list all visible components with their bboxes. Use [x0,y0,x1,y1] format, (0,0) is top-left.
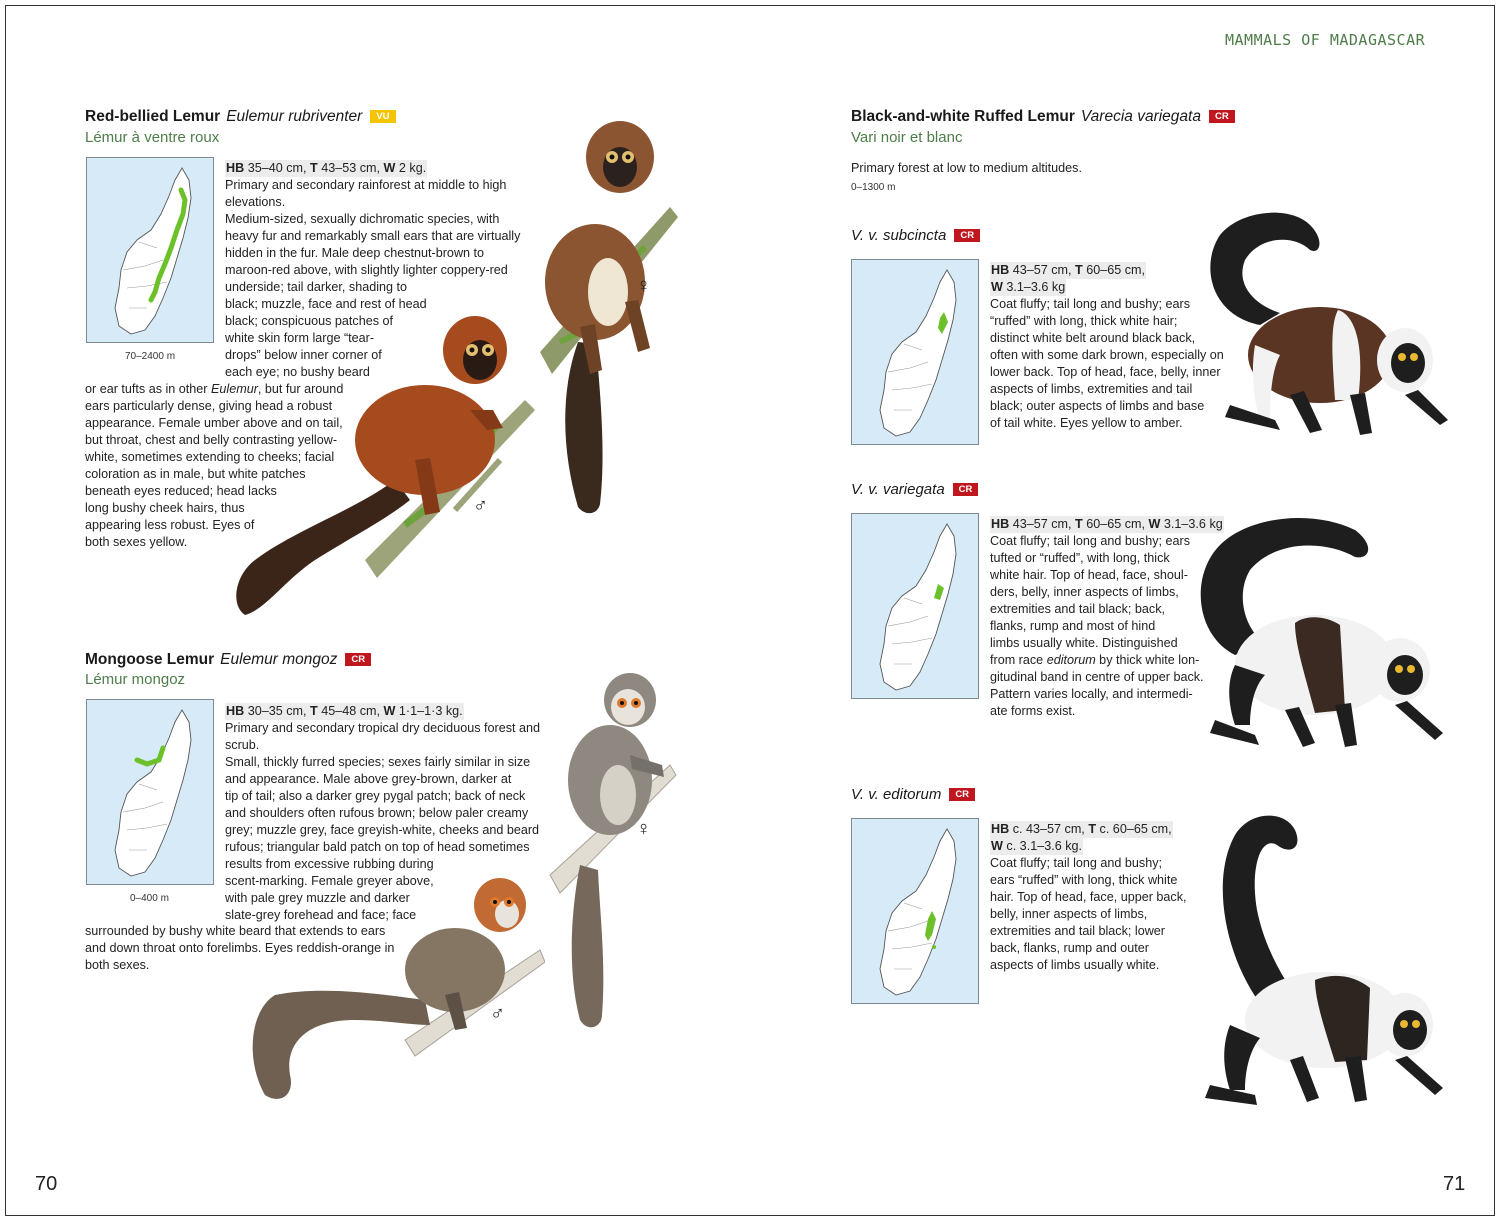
range-map-variegata [851,513,979,699]
french-name: Lémur mongoz [85,671,186,688]
subspecies-title-variegata: V. v. variegata CR [851,481,978,498]
latin-name: Varecia variegata [1080,108,1201,125]
subspecies-text-variegata: HB 43–57 cm, T 60–65 cm, W 3.1–3.6 kg Coat fluffy; tail long and bushy; ears tufted or “ruffed”, with long, thick white hair. Top of head, face, shoul- ders, belly, inner aspects of limbs, extremities and tail black; back, flanks, rump and most of hind limbs usually white. Distinguished from race editorum by thick white lon- gitudinal band in centre of upper back. Pattern varies locally, and intermedi- ate forms exist. [990,517,1223,718]
measurements: HB 35–40 cm, T 43–53 cm, W 2 kg. [226,161,427,175]
altitude-range: 0–400 m [130,893,169,904]
status-badge: CR [954,229,980,242]
measurements: HB 30–35 cm, T 45–48 cm, W 1·1–1·3 kg. [226,704,463,718]
french-name: Vari noir et blanc [851,129,963,146]
subspecies-title-editorum: V. v. editorum CR [851,786,975,803]
species-text-red-bellied: HB 35–40 cm, T 43–53 cm, W 2 kg. Primary and secondary rainforest at middle to high elevations. Medium-sized, sexually dichromatic species, with heavy fur and remarkably small ears that are virtually hidden in the fur. Male deep chestnut-brown to maroon-red above, with slightly lighter coppery-red underside; tail darker, shading to black; muzzle, face and rest of head black; conspicuous patches of white skin form large “tear- drops” below inner corner of each eye; no bushy beard [225,160,545,381]
ruffed-variegata-illustration [1195,515,1455,755]
species-text-red-bellied-lower: or ear tufts as in other Eulemur, but fur around ears particularly dense, giving head a robust appearance. Female umber above and on tail, but throat, chest and belly contrasting yellow- white, sometimes extending to cheeks; facial coloration as in male, but white patches beneath eyes reduced; head lacks long bushy cheek hairs, thus appearing less robust. Eyes of both sexes yellow. [85,382,344,549]
species-title-ruffed [851,108,1235,126]
range-map-mongoose [86,699,214,885]
french-name: Lémur à ventre roux [85,129,220,146]
page-number-left: 70 [35,1173,58,1195]
female-symbol: ♀ [636,818,651,840]
female-symbol: ♀ [636,275,651,297]
common-name: Black-and-white Ruffed Lemur [851,108,1075,125]
altitude-range: 70–2400 m [125,351,176,362]
species-text-mongoose-lower: surrounded by bushy white beard that extends to ears and down throat onto forelimbs. Eyes reddish-orange in both sexes. [85,924,395,972]
common-name: Red-bellied Lemur [85,108,221,125]
subspecies-text-subcincta: HB 43–57 cm, T 60–65 cm, W 3.1–3.6 kg Coat fluffy; tail long and bushy; ears “ruffed” with long, thick white hair; distinct white belt around black back, often with some dark brown, especially on lower back. Top of head, face, belly, inner aspects of limbs, extremities and tail black; outer aspects of limbs and base of tail white. Eyes yellow to amber. [990,263,1224,430]
species-text-mongoose: HB 30–35 cm, T 45–48 cm, W 1·1–1·3 kg. Primary and secondary tropical dry deciduous forest and scrub. Small, thickly furred species; sexes fairly similar in size and appearance. Male above grey-brown, darker at tip of tail; also a darker grey pygal patch; back of neck and shoulders often rufous brown; below paler creamy grey; muzzle grey, face greyish-white, cheeks and beard rufous; triangular bald patch on top of head sometimes results from excessive rubbing during scent-marking. Female greyer above, with pale grey muzzle and darker slate-grey forehead and face; face [225,703,550,924]
altitude-range: 0–1300 m [851,182,896,193]
status-badge: CR [949,788,975,801]
male-symbol: ♂ [473,495,488,517]
page-number-right: 71 [1443,1173,1466,1195]
common-name: Mongoose Lemur [85,651,215,668]
latin-name: Eulemur rubriventer [226,108,363,125]
status-badge: VU [370,110,395,123]
species-title-mongoose [85,651,371,669]
subspecies-text-editorum: HB c. 43–57 cm, T c. 60–65 cm, W c. 3.1–3.6 kg. Coat fluffy; tail long and bushy; ears “ruffed” with long, thick white hair. Top of head, face, upper back, belly, inner aspects of limbs, extremities and tail black; lower back, flanks, rump and outer aspects of limbs usually white. [990,822,1187,972]
running-head: MAMMALS OF MADAGASCAR [1225,31,1426,49]
habitat-text: Primary forest at low to medium altitudes. [851,161,1082,175]
red-bellied-male-illustration [225,310,545,620]
latin-name: Eulemur mongoz [220,651,338,668]
status-badge: CR [345,653,371,666]
red-bellied-female-illustration [520,112,690,522]
mongoose-male-illustration [245,870,545,1110]
mongoose-female-illustration [540,665,680,1035]
range-map-subcincta [851,259,979,445]
species-title-red-bellied [85,108,396,126]
status-badge: CR [1209,110,1235,123]
range-map-red-bellied [86,157,214,343]
status-badge: CR [953,483,979,496]
ruffed-editorum-illustration [1195,810,1455,1110]
range-map-editorum [851,818,979,1004]
subspecies-title-subcincta: V. v. subcincta CR [851,227,980,244]
ruffed-subcincta-illustration [1200,205,1455,440]
male-symbol: ♂ [490,1003,505,1025]
